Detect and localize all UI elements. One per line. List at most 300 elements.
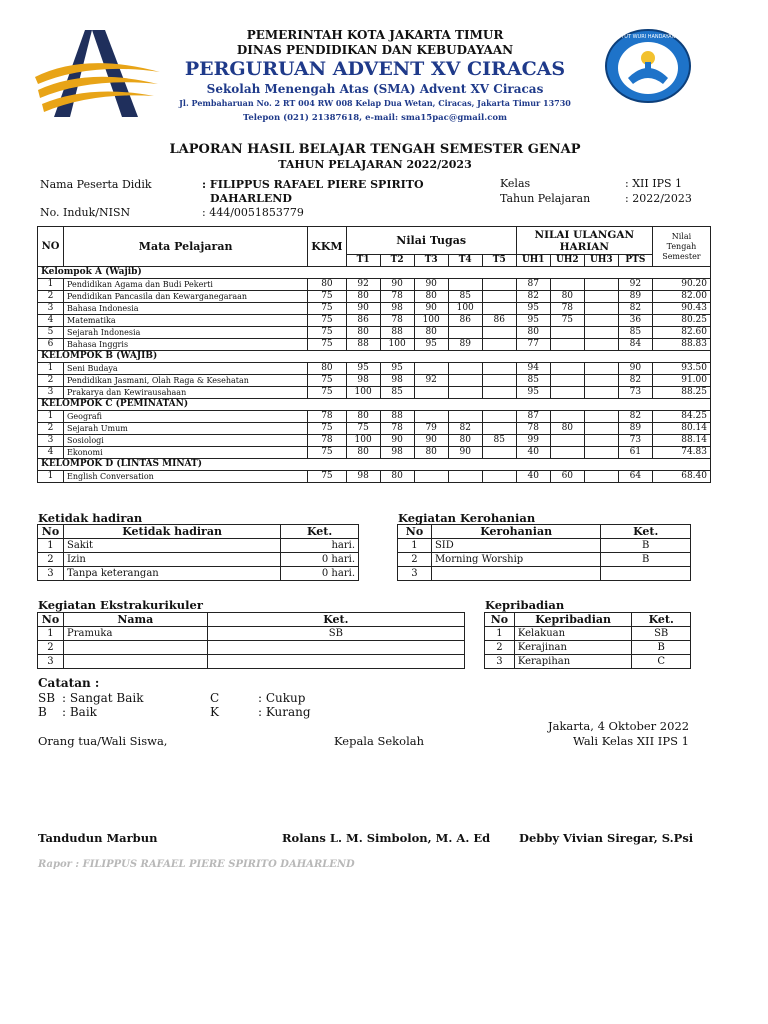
row-t3	[414, 471, 448, 483]
row-uh3	[584, 423, 618, 435]
row-t4: 80	[448, 435, 482, 447]
row-t2: 88	[380, 327, 414, 339]
row-uh2: 75	[550, 315, 584, 327]
row-uh1: 77	[516, 339, 550, 351]
absence-ket: hari.	[281, 539, 359, 553]
absence-col-name: Ketidak hadiran	[63, 525, 280, 539]
absence-name: Izin	[63, 553, 280, 567]
row-t5	[482, 303, 516, 315]
row-pts: 73	[618, 387, 652, 399]
col-kkm: KKM	[308, 227, 346, 267]
row-t2: 78	[380, 315, 414, 327]
subject-row	[38, 363, 711, 375]
row-uh3	[584, 435, 618, 447]
row-no: 4	[38, 447, 64, 459]
absence-name: Sakit	[63, 539, 280, 553]
row-pts: 89	[618, 291, 652, 303]
row-t4	[448, 363, 482, 375]
row-uh2	[550, 363, 584, 375]
row-t5	[482, 411, 516, 423]
row-t3: 95	[414, 339, 448, 351]
row-subject: Pendidikan Agama dan Budi Pekerti	[64, 279, 308, 291]
row-subject: Geografi	[64, 411, 308, 423]
row-uh1: 40	[516, 471, 550, 483]
absence-no: 1	[38, 539, 64, 553]
row-t4: 82	[448, 423, 482, 435]
row-uh2	[550, 279, 584, 291]
row-t4	[448, 279, 482, 291]
absence-col-ket: Ket.	[281, 525, 359, 539]
subject-row	[38, 339, 711, 351]
row-t5	[482, 279, 516, 291]
row-pts: 85	[618, 327, 652, 339]
row-no: 2	[38, 291, 64, 303]
spiritual-name: Morning Worship	[431, 553, 600, 567]
note-c-val: : Cukup	[258, 691, 306, 705]
row-uh2: 60	[550, 471, 584, 483]
row-kkm: 78	[308, 411, 346, 423]
col-t3: T3	[414, 255, 448, 267]
student-name-value-2: DAHARLEND	[210, 192, 292, 205]
personality-ket: SB	[632, 627, 691, 641]
subject-row	[38, 387, 711, 399]
row-t4: 90	[448, 447, 482, 459]
col-t2: T2	[380, 255, 414, 267]
homeroom-name: Debby Vivian Siregar, S.Psi	[519, 831, 694, 845]
row-uh3	[584, 315, 618, 327]
col-tugas: Nilai Tugas	[346, 227, 516, 255]
row-t4	[448, 387, 482, 399]
row-uh3	[584, 363, 618, 375]
spiritual-ket	[601, 567, 691, 581]
spiritual-name: SID	[431, 539, 600, 553]
spiritual-col-name: Kerohanian	[431, 525, 600, 539]
row-uh3	[584, 387, 618, 399]
spiritual-no: 3	[398, 567, 432, 581]
extra-no: 2	[38, 641, 64, 655]
row-t1: 98	[346, 375, 380, 387]
row-no: 1	[38, 411, 64, 423]
report-year: TAHUN PELAJARAN 2022/2023	[278, 158, 472, 171]
row-kkm: 75	[308, 327, 346, 339]
extra-col-no: No	[38, 613, 64, 627]
row-nilai-tengah: 68.40	[652, 471, 710, 483]
subject-row	[38, 303, 711, 315]
personality-col-name: Kepribadian	[514, 613, 631, 627]
row-t2: 80	[380, 471, 414, 483]
row-t1: 92	[346, 279, 380, 291]
note-k-key: K	[210, 705, 219, 719]
parent-label: Orang tua/Wali Siswa,	[38, 734, 168, 748]
row-no: 1	[38, 363, 64, 375]
row-pts: 89	[618, 423, 652, 435]
row-uh1: 80	[516, 327, 550, 339]
group-title: KELOMPOK D (LINTAS MINAT)	[38, 459, 711, 471]
extra-ket: SB	[207, 627, 464, 641]
extra-name: Pramuka	[63, 627, 207, 641]
row-t4	[448, 327, 482, 339]
row-no: 1	[38, 279, 64, 291]
absence-no: 2	[38, 553, 64, 567]
personality-name: Kerajinan	[514, 641, 631, 655]
row-t2: 85	[380, 387, 414, 399]
row-nilai-tengah: 91.00	[652, 375, 710, 387]
row-t3	[414, 411, 448, 423]
group-row	[38, 351, 711, 363]
row-subject: Bahasa Indonesia	[64, 303, 308, 315]
row-t5	[482, 339, 516, 351]
spiritual-no: 1	[398, 539, 432, 553]
subject-row	[38, 279, 711, 291]
row-t2: 100	[380, 339, 414, 351]
extracurricular-title: Kegiatan Ekstrakurikuler	[38, 598, 203, 612]
spiritual-title: Kegiatan Kerohanian	[398, 511, 536, 525]
absence-ket: 0 hari.	[281, 553, 359, 567]
year-label: Tahun Pelajaran	[500, 192, 591, 205]
row-t1: 80	[346, 447, 380, 459]
row-kkm: 75	[308, 447, 346, 459]
row-uh1: 95	[516, 387, 550, 399]
row-t3: 80	[414, 291, 448, 303]
row-t3: 92	[414, 375, 448, 387]
row-subject: Matematika	[64, 315, 308, 327]
row-uh1: 82	[516, 291, 550, 303]
row-uh1: 95	[516, 315, 550, 327]
row-uh1: 95	[516, 303, 550, 315]
subject-row	[38, 423, 711, 435]
absence-row	[38, 567, 359, 581]
row-kkm: 75	[308, 375, 346, 387]
subject-row	[38, 471, 711, 483]
row-t4	[448, 375, 482, 387]
row-subject: Seni Budaya	[64, 363, 308, 375]
personality-name: Kerapihan	[514, 655, 631, 669]
row-kkm: 80	[308, 363, 346, 375]
row-t3	[414, 387, 448, 399]
rapor-footer: Rapor : FILIPPUS RAFAEL PIERE SPIRITO DAHARLEND	[38, 859, 355, 870]
row-uh1: 99	[516, 435, 550, 447]
note-b-val: : Baik	[62, 705, 97, 719]
row-kkm: 80	[308, 279, 346, 291]
school-org: PERGURUAN ADVENT XV CIRACAS	[184, 58, 566, 80]
row-no: 1	[38, 471, 64, 483]
row-t4: 100	[448, 303, 482, 315]
row-pts: 36	[618, 315, 652, 327]
row-uh3	[584, 375, 618, 387]
row-subject: Prakarya dan Kewirausahaan	[64, 387, 308, 399]
row-uh1: 87	[516, 279, 550, 291]
school-contact: Telepon (021) 21387618, e-mail: sma15pac@gmail.com	[242, 113, 508, 123]
row-uh2: 80	[550, 423, 584, 435]
row-t3: 79	[414, 423, 448, 435]
row-t2: 90	[380, 279, 414, 291]
personality-ket: C	[632, 655, 691, 669]
row-t2: 98	[380, 303, 414, 315]
extra-name	[63, 655, 207, 669]
row-t1: 80	[346, 291, 380, 303]
row-pts: 73	[618, 435, 652, 447]
absence-col-no: No	[38, 525, 64, 539]
row-pts: 92	[618, 279, 652, 291]
row-subject: Ekonomi	[64, 447, 308, 459]
row-t2: 78	[380, 423, 414, 435]
logo-text: TUT WURI HANDAYANI	[621, 34, 677, 40]
row-uh3	[584, 291, 618, 303]
group-row	[38, 459, 711, 471]
row-nilai-tengah: 88.83	[652, 339, 710, 351]
personality-ket: B	[632, 641, 691, 655]
row-kkm: 75	[308, 291, 346, 303]
row-t1: 98	[346, 471, 380, 483]
row-t2: 98	[380, 375, 414, 387]
row-uh2: 80	[550, 291, 584, 303]
row-uh3	[584, 411, 618, 423]
spiritual-no: 2	[398, 553, 432, 567]
row-t4	[448, 411, 482, 423]
place-date: Jakarta, 4 Oktober 2022	[548, 719, 690, 733]
parent-name: Tandudun Marbun	[38, 831, 158, 845]
row-t4: 89	[448, 339, 482, 351]
row-pts: 82	[618, 303, 652, 315]
row-t3: 80	[414, 327, 448, 339]
group-title: KELOMPOK C (PEMINATAN)	[38, 399, 711, 411]
row-uh3	[584, 279, 618, 291]
row-uh2	[550, 447, 584, 459]
row-nilai-tengah: 74.83	[652, 447, 710, 459]
col-pts: PTS	[618, 255, 652, 267]
absence-row	[38, 553, 359, 567]
row-t3: 90	[414, 435, 448, 447]
subject-row	[38, 375, 711, 387]
row-t2: 88	[380, 411, 414, 423]
notes-title: Catatan :	[38, 676, 100, 690]
note-sb-val: : Sangat Baik	[62, 691, 144, 705]
personality-title: Kepribadian	[485, 598, 565, 612]
personality-name: Kelakuan	[514, 627, 631, 641]
row-t2: 90	[380, 435, 414, 447]
row-t1: 100	[346, 435, 380, 447]
row-pts: 64	[618, 471, 652, 483]
row-t1: 80	[346, 327, 380, 339]
row-subject: Pendidikan Pancasila dan Kewarganegaraan	[64, 291, 308, 303]
row-subject: Sejarah Indonesia	[64, 327, 308, 339]
subject-row	[38, 435, 711, 447]
row-uh1: 40	[516, 447, 550, 459]
col-no: NO	[38, 227, 64, 267]
col-t5: T5	[482, 255, 516, 267]
grades-table	[37, 226, 711, 483]
row-uh1: 78	[516, 423, 550, 435]
row-t2: 95	[380, 363, 414, 375]
note-c-key: C	[210, 691, 220, 705]
row-uh3	[584, 471, 618, 483]
absence-ket: 0 hari.	[281, 567, 359, 581]
row-t4: 86	[448, 315, 482, 327]
personality-col-ket: Ket.	[632, 613, 691, 627]
spiritual-name	[431, 567, 600, 581]
personality-row	[485, 641, 691, 655]
row-t5	[482, 363, 516, 375]
row-no: 3	[38, 303, 64, 315]
personality-row	[485, 627, 691, 641]
subject-row	[38, 411, 711, 423]
row-t5	[482, 291, 516, 303]
row-nilai-tengah: 93.50	[652, 363, 710, 375]
row-uh3	[584, 327, 618, 339]
extra-no: 3	[38, 655, 64, 669]
row-no: 2	[38, 375, 64, 387]
principal-label: Kepala Sekolah	[334, 734, 425, 748]
row-uh3	[584, 303, 618, 315]
row-t2: 98	[380, 447, 414, 459]
row-t3: 80	[414, 447, 448, 459]
row-pts: 90	[618, 363, 652, 375]
row-kkm: 75	[308, 315, 346, 327]
row-no: 3	[38, 435, 64, 447]
absence-title: Ketidak hadiran	[38, 511, 143, 525]
row-t1: 95	[346, 363, 380, 375]
row-kkm: 75	[308, 471, 346, 483]
nisn-label: No. Induk/NISN	[40, 206, 131, 219]
personality-no: 2	[485, 641, 515, 655]
absence-table	[37, 524, 359, 581]
class-value: : XII IPS 1	[625, 177, 682, 190]
row-uh1: 85	[516, 375, 550, 387]
extracurricular-table	[37, 612, 465, 669]
tut-wuri-handayani-logo	[603, 28, 693, 104]
row-t5	[482, 423, 516, 435]
row-no: 5	[38, 327, 64, 339]
extra-no: 1	[38, 627, 64, 641]
group-title: KELOMPOK B (WAJIB)	[38, 351, 711, 363]
note-k-val: : Kurang	[258, 705, 311, 719]
col-ulangan: NILAI ULANGAN HARIAN	[516, 227, 652, 255]
row-pts: 61	[618, 447, 652, 459]
spiritual-ket: B	[601, 553, 691, 567]
row-uh1: 87	[516, 411, 550, 423]
row-nilai-tengah: 90.20	[652, 279, 710, 291]
row-t5	[482, 447, 516, 459]
class-label: Kelas	[500, 177, 531, 190]
row-kkm: 75	[308, 423, 346, 435]
personality-no: 1	[485, 627, 515, 641]
row-nilai-tengah: 82.00	[652, 291, 710, 303]
note-b-key: B	[38, 705, 47, 719]
row-no: 2	[38, 423, 64, 435]
spiritual-ket: B	[601, 539, 691, 553]
personality-col-no: No	[485, 613, 515, 627]
col-t4: T4	[448, 255, 482, 267]
row-t4: 85	[448, 291, 482, 303]
extra-row	[38, 655, 465, 669]
row-no: 6	[38, 339, 64, 351]
absence-row	[38, 539, 359, 553]
personality-table	[484, 612, 691, 669]
row-t5: 86	[482, 315, 516, 327]
row-no: 4	[38, 315, 64, 327]
row-uh2: 78	[550, 303, 584, 315]
principal-name: Rolans L. M. Simbolon, M. A. Ed	[282, 831, 491, 845]
row-subject: Bahasa Inggris	[64, 339, 308, 351]
note-sb-key: SB	[38, 691, 56, 705]
row-nilai-tengah: 80.14	[652, 423, 710, 435]
row-t1: 88	[346, 339, 380, 351]
extra-row	[38, 627, 465, 641]
row-pts: 84	[618, 339, 652, 351]
row-nilai-tengah: 90.43	[652, 303, 710, 315]
row-uh2	[550, 375, 584, 387]
row-kkm: 75	[308, 303, 346, 315]
row-nilai-tengah: 88.25	[652, 387, 710, 399]
row-t3	[414, 363, 448, 375]
row-t1: 75	[346, 423, 380, 435]
subject-row	[38, 447, 711, 459]
spiritual-row	[398, 553, 691, 567]
absence-no: 3	[38, 567, 64, 581]
col-subject: Mata Pelajaran	[64, 227, 308, 267]
extra-col-ket: Ket.	[207, 613, 464, 627]
col-uh2: UH2	[550, 255, 584, 267]
personality-no: 3	[485, 655, 515, 669]
dept-line: DINAS PENDIDIKAN DAN KEBUDAYAAN	[236, 43, 514, 57]
personality-row	[485, 655, 691, 669]
group-row	[38, 267, 711, 279]
row-uh2	[550, 327, 584, 339]
row-subject: Sejarah Umum	[64, 423, 308, 435]
row-uh2	[550, 387, 584, 399]
row-subject: Pendidikan Jasmani, Olah Raga & Kesehatan	[64, 375, 308, 387]
row-t5	[482, 471, 516, 483]
row-t3: 90	[414, 279, 448, 291]
group-row	[38, 399, 711, 411]
row-uh2	[550, 339, 584, 351]
row-nilai-tengah: 80.25	[652, 315, 710, 327]
student-name-label: Nama Peserta Didik	[40, 178, 152, 191]
extra-col-name: Nama	[63, 613, 207, 627]
row-uh3	[584, 339, 618, 351]
row-t5	[482, 327, 516, 339]
student-name-value: : FILIPPUS RAFAEL PIERE SPIRITO	[202, 178, 424, 191]
extra-ket	[207, 641, 464, 655]
spiritual-col-ket: Ket.	[601, 525, 691, 539]
col-uh1: UH1	[516, 255, 550, 267]
row-kkm: 78	[308, 435, 346, 447]
row-t1: 80	[346, 411, 380, 423]
row-nilai-tengah: 84.25	[652, 411, 710, 423]
row-t1: 100	[346, 387, 380, 399]
spiritual-col-no: No	[398, 525, 432, 539]
subject-row	[38, 315, 711, 327]
extra-ket	[207, 655, 464, 669]
row-t5: 85	[482, 435, 516, 447]
col-t1: T1	[346, 255, 380, 267]
col-nilai-tengah: Nilai Tengah Semester	[652, 227, 710, 267]
group-title: Kelompok A (Wajib)	[38, 267, 711, 279]
row-no: 3	[38, 387, 64, 399]
row-uh2	[550, 435, 584, 447]
spiritual-row	[398, 539, 691, 553]
row-kkm: 75	[308, 387, 346, 399]
row-t1: 86	[346, 315, 380, 327]
school-address: Jl. Pembaharuan No. 2 RT 004 RW 008 Kelap Dua Wetan, Ciracas, Jakarta Timur 13730	[179, 98, 571, 108]
row-kkm: 75	[308, 339, 346, 351]
homeroom-label: Wali Kelas XII IPS 1	[573, 734, 689, 748]
row-t2: 78	[380, 291, 414, 303]
spiritual-row	[398, 567, 691, 581]
row-uh2	[550, 411, 584, 423]
row-pts: 82	[618, 375, 652, 387]
row-pts: 82	[618, 411, 652, 423]
